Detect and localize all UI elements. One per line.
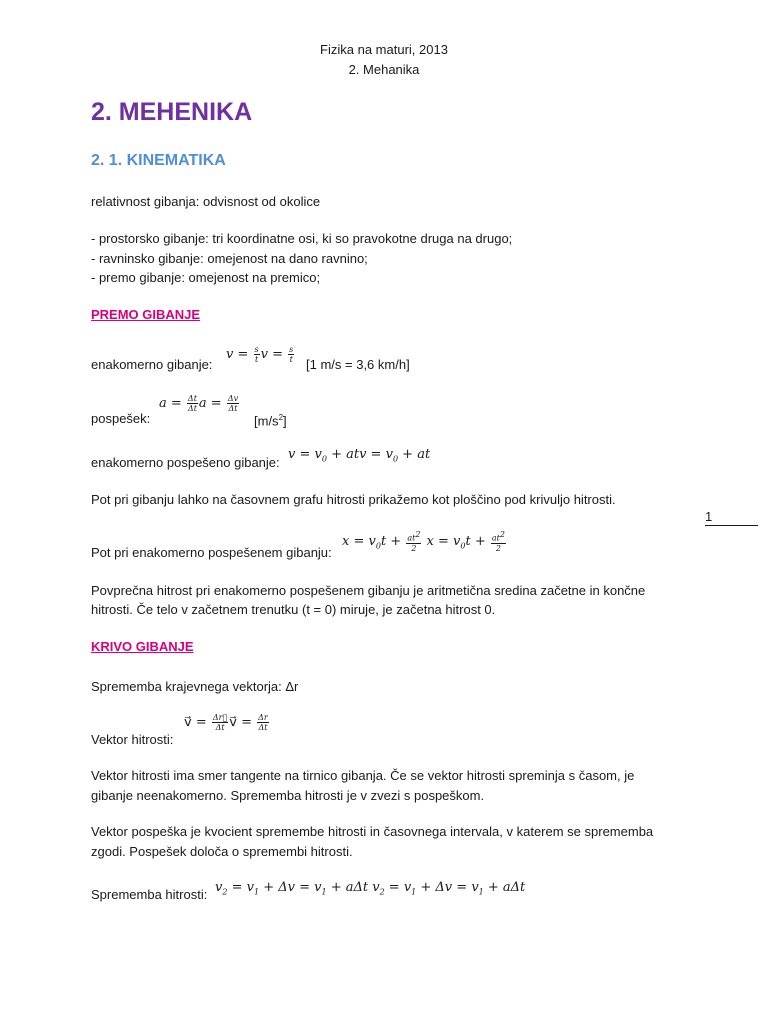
pot-label: Pot pri enakomerno pospešenem gibanju: [91,545,332,560]
running-header-title: Fizika na maturi, 2013 [320,42,448,57]
page-number-divider [705,525,758,526]
vektor-hitrosti-paragraph-line1: Vektor hitrosti ima smer tangente na tirnico gibanja. Če se vektor hitrosti spreminja s časom, je [91,768,635,783]
pospesek-label: pospešek: [91,411,151,426]
enak-posp-label: enakomerno pospešeno gibanje: [91,455,280,470]
pot-graf-paragraph: Pot pri gibanju lahko na časovnem grafu hitrosti prikažemo kot ploščino pod krivuljo hitrosti. [91,492,616,507]
povprecna-paragraph-line2: hitrosti. Če telo v začetnem trenutku (t = 0) miruje, je začetna hitrost 0. [91,602,496,617]
list-item: - premo gibanje: omejenost na premico; [91,270,321,285]
krivo-gibanje-heading: KRIVO GIBANJE [91,639,194,654]
chapter-heading: 2. MEHENIKA [91,98,253,126]
list-item: - prostorsko gibanje: tri koordinatne osi, ki so pravokotne druga na drugo; [91,231,513,246]
enakomerno-label: enakomerno gibanje: [91,357,213,372]
velocity-equation: v = $\frac{s}{t}$ v = $\frac{s}{t}$ [226,345,294,364]
list-item: - ravninsko gibanje: omejenost na dano ravnino; [91,251,368,266]
relativnost-paragraph: relativnost gibanja: odvisnost od okolice [91,194,321,209]
premo-gibanje-heading: PREMO GIBANJE [91,307,201,322]
vektor-pospeska-paragraph-line1: Vektor pospeška je kvocient spremembe hitrosti in časovnega intervala, v katerem se sprememba [91,824,654,839]
acceleration-equation: a = $\frac{\Delta t}{\Delta t}$ a = $\frac{\Delta v}{\Delta t}$ [159,394,239,413]
velocity-unit: [1 m/s = 3,6 km/h] [306,357,410,372]
velocity-vector-equation: v⃗ = $\frac{\Delta r⃗}{\Delta t}$ v⃗ = $\frac{\Delta r}{\Delta t}$ [184,713,268,732]
displacement-equation: $x = v_0t$ + $\frac{at^2}{2}$ $x = v_0t$ + $\frac{at^2}{2}$ [342,530,505,553]
uniform-acceleration-equation: $v = v_0$ + atv = $v_0$ + at [288,447,431,464]
sprememba-hitrosti-label: Sprememba hitrosti: [91,887,208,902]
section-heading: 2. 1. KINEMATIKA [91,152,226,169]
running-header-chapter: 2. Mehanika [348,62,420,77]
vektor-pospeska-paragraph-line2: zgodi. Pospešek določa o spremembi hitrosti. [91,844,353,859]
povprecna-paragraph-line1: Povprečna hitrost pri enakomerno pospešenem gibanju je aritmetična sredina začetne in končne [91,583,646,598]
acceleration-unit: $[m/s^2]$ [254,413,287,429]
sprememba-vektorja-paragraph: Sprememba krajevnega vektorja: Δr [91,679,299,694]
velocity-change-equation: $v_2 = v_1 + \Delta v = v_1 + a\Delta t$ $v_2 = v_1 + \Delta v = v_1 + a\Delta t$ [215,880,526,897]
vektor-hitrosti-paragraph-line2: gibanje neenakomerno. Sprememba hitrosti je v zvezi s pospeškom. [91,788,485,803]
page-number: 1 [705,509,713,524]
vektor-hitrosti-label: Vektor hitrosti: [91,732,174,747]
